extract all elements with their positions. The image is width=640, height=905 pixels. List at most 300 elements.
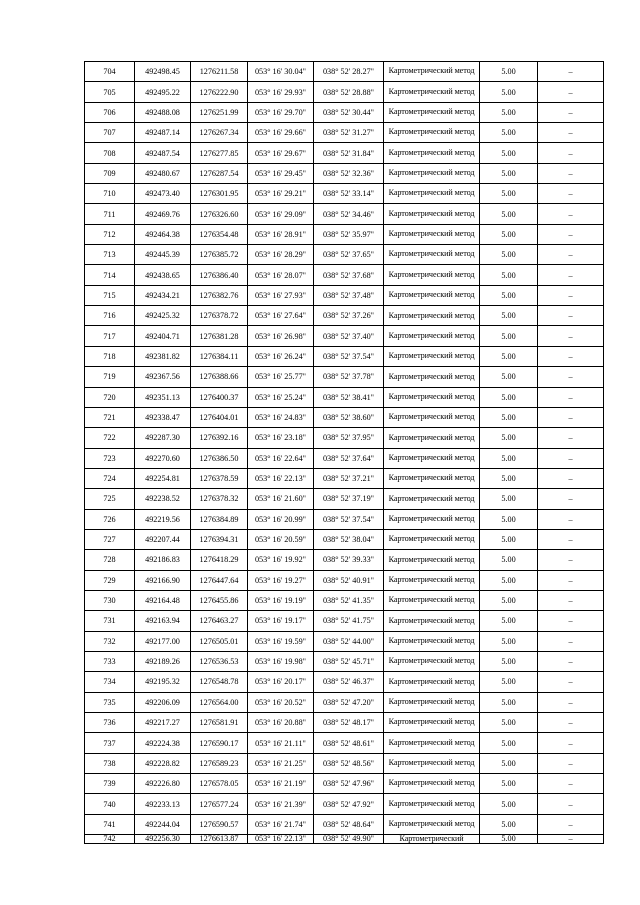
table-body	[85, 62, 604, 844]
notes-cell: –	[538, 672, 604, 692]
accuracy-cell: 5.00	[480, 387, 538, 407]
method-cell: Картометрический метод	[384, 123, 480, 143]
table-row	[85, 529, 604, 549]
point-number-cell: 707	[85, 123, 135, 143]
accuracy-cell: 5.00	[480, 529, 538, 549]
point-number-cell: 722	[85, 428, 135, 448]
accuracy-cell: 5.00	[480, 590, 538, 610]
point-number-cell: 710	[85, 184, 135, 204]
y-coordinate-cell: 1276613.87	[191, 835, 248, 844]
method-cell: Картометрический метод	[384, 204, 480, 224]
notes-cell: –	[538, 468, 604, 488]
method-cell: Картометрический метод	[384, 163, 480, 183]
x-coordinate-cell: 492495.22	[135, 82, 191, 102]
table-row	[85, 245, 604, 265]
latitude-cell: 053° 16' 21.25"	[248, 753, 314, 773]
longitude-cell: 038° 52' 37.19"	[314, 489, 384, 509]
accuracy-cell: 5.00	[480, 835, 538, 844]
method-cell: Картометрический метод	[384, 245, 480, 265]
notes-cell: –	[538, 306, 604, 326]
table-row	[85, 163, 604, 183]
notes-cell: –	[538, 102, 604, 122]
longitude-cell: 038° 52' 32.36"	[314, 163, 384, 183]
point-number-cell: 730	[85, 590, 135, 610]
y-coordinate-cell: 1276287.54	[191, 163, 248, 183]
latitude-cell: 053° 16' 22.13"	[248, 835, 314, 844]
longitude-cell: 038° 52' 28.27"	[314, 62, 384, 82]
method-cell: Картометрический метод	[384, 367, 480, 387]
method-cell: Картометрический метод	[384, 713, 480, 733]
notes-cell: –	[538, 448, 604, 468]
notes-cell: –	[538, 550, 604, 570]
table-row	[85, 713, 604, 733]
y-coordinate-cell: 1276384.89	[191, 509, 248, 529]
table-row	[85, 306, 604, 326]
longitude-cell: 038° 52' 37.54"	[314, 346, 384, 366]
point-number-cell: 740	[85, 794, 135, 814]
y-coordinate-cell: 1276578.05	[191, 774, 248, 794]
accuracy-cell: 5.00	[480, 285, 538, 305]
latitude-cell: 053° 16' 19.19"	[248, 590, 314, 610]
latitude-cell: 053° 16' 20.99"	[248, 509, 314, 529]
point-number-cell: 720	[85, 387, 135, 407]
x-coordinate-cell: 492434.21	[135, 285, 191, 305]
point-number-cell: 732	[85, 631, 135, 651]
longitude-cell: 038° 52' 48.17"	[314, 713, 384, 733]
notes-cell: –	[538, 346, 604, 366]
latitude-cell: 053° 16' 19.59"	[248, 631, 314, 651]
point-number-cell: 731	[85, 611, 135, 631]
accuracy-cell: 5.00	[480, 468, 538, 488]
x-coordinate-cell: 492464.38	[135, 224, 191, 244]
table-row	[85, 814, 604, 834]
y-coordinate-cell: 1276386.40	[191, 265, 248, 285]
point-number-cell: 737	[85, 733, 135, 753]
y-coordinate-cell: 1276388.66	[191, 367, 248, 387]
y-coordinate-cell: 1276301.95	[191, 184, 248, 204]
notes-cell: –	[538, 367, 604, 387]
longitude-cell: 038° 52' 37.65"	[314, 245, 384, 265]
x-coordinate-cell: 492351.13	[135, 387, 191, 407]
accuracy-cell: 5.00	[480, 631, 538, 651]
accuracy-cell: 5.00	[480, 82, 538, 102]
latitude-cell: 053° 16' 26.98"	[248, 326, 314, 346]
point-number-cell: 711	[85, 204, 135, 224]
table-row	[85, 611, 604, 631]
notes-cell: –	[538, 692, 604, 712]
notes-cell: –	[538, 570, 604, 590]
accuracy-cell: 5.00	[480, 102, 538, 122]
method-cell: Картометрический	[384, 835, 480, 844]
x-coordinate-cell: 492164.48	[135, 590, 191, 610]
method-cell: Картометрический метод	[384, 346, 480, 366]
longitude-cell: 038° 52' 37.68"	[314, 265, 384, 285]
x-coordinate-cell: 492438.65	[135, 265, 191, 285]
y-coordinate-cell: 1276590.17	[191, 733, 248, 753]
point-number-cell: 718	[85, 346, 135, 366]
table-row	[85, 184, 604, 204]
x-coordinate-cell: 492425.32	[135, 306, 191, 326]
longitude-cell: 038° 52' 35.97"	[314, 224, 384, 244]
x-coordinate-cell: 492226.80	[135, 774, 191, 794]
latitude-cell: 053° 16' 21.39"	[248, 794, 314, 814]
table-row	[85, 835, 604, 844]
latitude-cell: 053° 16' 27.64"	[248, 306, 314, 326]
table-row	[85, 204, 604, 224]
point-number-cell: 725	[85, 489, 135, 509]
y-coordinate-cell: 1276211.58	[191, 62, 248, 82]
x-coordinate-cell: 492381.82	[135, 346, 191, 366]
notes-cell: –	[538, 163, 604, 183]
point-number-cell: 705	[85, 82, 135, 102]
latitude-cell: 053° 16' 24.83"	[248, 407, 314, 427]
y-coordinate-cell: 1276385.72	[191, 245, 248, 265]
y-coordinate-cell: 1276548.78	[191, 672, 248, 692]
notes-cell: –	[538, 733, 604, 753]
method-cell: Картометрический метод	[384, 448, 480, 468]
method-cell: Картометрический метод	[384, 306, 480, 326]
point-number-cell: 738	[85, 753, 135, 773]
table-row	[85, 102, 604, 122]
y-coordinate-cell: 1276590.57	[191, 814, 248, 834]
notes-cell: –	[538, 489, 604, 509]
longitude-cell: 038° 52' 37.95"	[314, 428, 384, 448]
x-coordinate-cell: 492244.04	[135, 814, 191, 834]
latitude-cell: 053° 16' 30.04"	[248, 62, 314, 82]
notes-cell: –	[538, 387, 604, 407]
table-row	[85, 123, 604, 143]
table-row	[85, 651, 604, 671]
point-number-cell: 721	[85, 407, 135, 427]
notes-cell: –	[538, 245, 604, 265]
latitude-cell: 053° 16' 28.91"	[248, 224, 314, 244]
table-row	[85, 346, 604, 366]
longitude-cell: 038° 52' 37.78"	[314, 367, 384, 387]
notes-cell: –	[538, 285, 604, 305]
point-number-cell: 708	[85, 143, 135, 163]
method-cell: Картометрический метод	[384, 326, 480, 346]
table-row	[85, 692, 604, 712]
accuracy-cell: 5.00	[480, 672, 538, 692]
accuracy-cell: 5.00	[480, 407, 538, 427]
notes-cell: –	[538, 631, 604, 651]
notes-cell: –	[538, 123, 604, 143]
y-coordinate-cell: 1276564.00	[191, 692, 248, 712]
table-row	[85, 387, 604, 407]
table-row	[85, 753, 604, 773]
table-row	[85, 631, 604, 651]
x-coordinate-cell: 492487.54	[135, 143, 191, 163]
coordinates-table	[84, 61, 604, 844]
method-cell: Картометрический метод	[384, 407, 480, 427]
latitude-cell: 053° 16' 25.77"	[248, 367, 314, 387]
notes-cell: –	[538, 82, 604, 102]
notes-cell: –	[538, 509, 604, 529]
method-cell: Картометрический метод	[384, 733, 480, 753]
table-row	[85, 733, 604, 753]
longitude-cell: 038° 52' 40.91"	[314, 570, 384, 590]
y-coordinate-cell: 1276404.01	[191, 407, 248, 427]
method-cell: Картометрический метод	[384, 82, 480, 102]
table-row	[85, 62, 604, 82]
point-number-cell: 741	[85, 814, 135, 834]
y-coordinate-cell: 1276384.11	[191, 346, 248, 366]
method-cell: Картометрический метод	[384, 509, 480, 529]
longitude-cell: 038° 52' 49.90"	[314, 835, 384, 844]
latitude-cell: 053° 16' 28.29"	[248, 245, 314, 265]
method-cell: Картометрический метод	[384, 184, 480, 204]
accuracy-cell: 5.00	[480, 265, 538, 285]
table-row	[85, 143, 604, 163]
method-cell: Картометрический метод	[384, 590, 480, 610]
table-row	[85, 367, 604, 387]
x-coordinate-cell: 492367.56	[135, 367, 191, 387]
x-coordinate-cell: 492287.30	[135, 428, 191, 448]
method-cell: Картометрический метод	[384, 794, 480, 814]
point-number-cell: 709	[85, 163, 135, 183]
point-number-cell: 727	[85, 529, 135, 549]
accuracy-cell: 5.00	[480, 570, 538, 590]
x-coordinate-cell: 492445.39	[135, 245, 191, 265]
table-row	[85, 224, 604, 244]
longitude-cell: 038° 52' 47.96"	[314, 774, 384, 794]
notes-cell: –	[538, 529, 604, 549]
accuracy-cell: 5.00	[480, 774, 538, 794]
longitude-cell: 038° 52' 41.35"	[314, 590, 384, 610]
point-number-cell: 719	[85, 367, 135, 387]
latitude-cell: 053° 16' 21.11"	[248, 733, 314, 753]
latitude-cell: 053° 16' 20.59"	[248, 529, 314, 549]
y-coordinate-cell: 1276394.31	[191, 529, 248, 549]
latitude-cell: 053° 16' 23.18"	[248, 428, 314, 448]
notes-cell: –	[538, 184, 604, 204]
longitude-cell: 038° 52' 47.92"	[314, 794, 384, 814]
x-coordinate-cell: 492186.83	[135, 550, 191, 570]
table-row	[85, 265, 604, 285]
x-coordinate-cell: 492488.08	[135, 102, 191, 122]
longitude-cell: 038° 52' 38.41"	[314, 387, 384, 407]
method-cell: Картометрический метод	[384, 224, 480, 244]
longitude-cell: 038° 52' 38.60"	[314, 407, 384, 427]
table-row	[85, 489, 604, 509]
y-coordinate-cell: 1276378.32	[191, 489, 248, 509]
accuracy-cell: 5.00	[480, 448, 538, 468]
y-coordinate-cell: 1276251.99	[191, 102, 248, 122]
y-coordinate-cell: 1276382.76	[191, 285, 248, 305]
latitude-cell: 053° 16' 26.24"	[248, 346, 314, 366]
notes-cell: –	[538, 428, 604, 448]
accuracy-cell: 5.00	[480, 428, 538, 448]
method-cell: Картометрический метод	[384, 529, 480, 549]
longitude-cell: 038° 52' 37.26"	[314, 306, 384, 326]
latitude-cell: 053° 16' 21.60"	[248, 489, 314, 509]
longitude-cell: 038° 52' 34.46"	[314, 204, 384, 224]
table-row	[85, 468, 604, 488]
notes-cell: –	[538, 204, 604, 224]
latitude-cell: 053° 16' 19.17"	[248, 611, 314, 631]
latitude-cell: 053° 16' 20.17"	[248, 672, 314, 692]
notes-cell: –	[538, 265, 604, 285]
latitude-cell: 053° 16' 29.09"	[248, 204, 314, 224]
notes-cell: –	[538, 774, 604, 794]
longitude-cell: 038° 52' 45.71"	[314, 651, 384, 671]
x-coordinate-cell: 492270.60	[135, 448, 191, 468]
method-cell: Картометрический метод	[384, 387, 480, 407]
notes-cell: –	[538, 835, 604, 844]
latitude-cell: 053° 16' 25.24"	[248, 387, 314, 407]
longitude-cell: 038° 52' 31.84"	[314, 143, 384, 163]
notes-cell: –	[538, 814, 604, 834]
latitude-cell: 053° 16' 29.21"	[248, 184, 314, 204]
point-number-cell: 713	[85, 245, 135, 265]
point-number-cell: 706	[85, 102, 135, 122]
x-coordinate-cell: 492473.40	[135, 184, 191, 204]
x-coordinate-cell: 492217.27	[135, 713, 191, 733]
method-cell: Картометрический метод	[384, 468, 480, 488]
accuracy-cell: 5.00	[480, 753, 538, 773]
longitude-cell: 038° 52' 31.27"	[314, 123, 384, 143]
longitude-cell: 038° 52' 37.54"	[314, 509, 384, 529]
notes-cell: –	[538, 753, 604, 773]
table-row	[85, 326, 604, 346]
method-cell: Картометрический метод	[384, 814, 480, 834]
latitude-cell: 053° 16' 29.70"	[248, 102, 314, 122]
longitude-cell: 038° 52' 38.04"	[314, 529, 384, 549]
accuracy-cell: 5.00	[480, 224, 538, 244]
accuracy-cell: 5.00	[480, 509, 538, 529]
y-coordinate-cell: 1276378.59	[191, 468, 248, 488]
x-coordinate-cell: 492207.44	[135, 529, 191, 549]
y-coordinate-cell: 1276378.72	[191, 306, 248, 326]
longitude-cell: 038° 52' 33.14"	[314, 184, 384, 204]
x-coordinate-cell: 492163.94	[135, 611, 191, 631]
accuracy-cell: 5.00	[480, 306, 538, 326]
method-cell: Картометрический метод	[384, 143, 480, 163]
latitude-cell: 053° 16' 19.27"	[248, 570, 314, 590]
y-coordinate-cell: 1276447.64	[191, 570, 248, 590]
latitude-cell: 053° 16' 21.74"	[248, 814, 314, 834]
accuracy-cell: 5.00	[480, 62, 538, 82]
x-coordinate-cell: 492480.67	[135, 163, 191, 183]
latitude-cell: 053° 16' 22.13"	[248, 468, 314, 488]
accuracy-cell: 5.00	[480, 204, 538, 224]
table-row	[85, 407, 604, 427]
y-coordinate-cell: 1276222.90	[191, 82, 248, 102]
accuracy-cell: 5.00	[480, 814, 538, 834]
y-coordinate-cell: 1276577.24	[191, 794, 248, 814]
accuracy-cell: 5.00	[480, 367, 538, 387]
point-number-cell: 726	[85, 509, 135, 529]
longitude-cell: 038° 52' 48.61"	[314, 733, 384, 753]
accuracy-cell: 5.00	[480, 143, 538, 163]
longitude-cell: 038° 52' 30.44"	[314, 102, 384, 122]
x-coordinate-cell: 492195.32	[135, 672, 191, 692]
notes-cell: –	[538, 407, 604, 427]
x-coordinate-cell: 492219.56	[135, 509, 191, 529]
y-coordinate-cell: 1276326.60	[191, 204, 248, 224]
notes-cell: –	[538, 611, 604, 631]
x-coordinate-cell: 492228.82	[135, 753, 191, 773]
accuracy-cell: 5.00	[480, 713, 538, 733]
table-row	[85, 285, 604, 305]
x-coordinate-cell: 492166.90	[135, 570, 191, 590]
y-coordinate-cell: 1276354.48	[191, 224, 248, 244]
point-number-cell: 735	[85, 692, 135, 712]
point-number-cell: 739	[85, 774, 135, 794]
method-cell: Картометрический метод	[384, 489, 480, 509]
table-row	[85, 82, 604, 102]
latitude-cell: 053° 16' 19.92"	[248, 550, 314, 570]
longitude-cell: 038° 52' 37.48"	[314, 285, 384, 305]
point-number-cell: 712	[85, 224, 135, 244]
longitude-cell: 038° 52' 37.40"	[314, 326, 384, 346]
x-coordinate-cell: 492206.09	[135, 692, 191, 712]
y-coordinate-cell: 1276392.16	[191, 428, 248, 448]
point-number-cell: 728	[85, 550, 135, 570]
x-coordinate-cell: 492238.52	[135, 489, 191, 509]
longitude-cell: 038° 52' 41.75"	[314, 611, 384, 631]
x-coordinate-cell: 492177.00	[135, 631, 191, 651]
x-coordinate-cell: 492233.13	[135, 794, 191, 814]
longitude-cell: 038° 52' 48.64"	[314, 814, 384, 834]
method-cell: Картометрический метод	[384, 672, 480, 692]
table-row	[85, 590, 604, 610]
point-number-cell: 724	[85, 468, 135, 488]
x-coordinate-cell: 492487.14	[135, 123, 191, 143]
y-coordinate-cell: 1276267.34	[191, 123, 248, 143]
longitude-cell: 038° 52' 37.64"	[314, 448, 384, 468]
accuracy-cell: 5.00	[480, 184, 538, 204]
method-cell: Картометрический метод	[384, 611, 480, 631]
accuracy-cell: 5.00	[480, 692, 538, 712]
y-coordinate-cell: 1276277.85	[191, 143, 248, 163]
longitude-cell: 038° 52' 28.88"	[314, 82, 384, 102]
point-number-cell: 715	[85, 285, 135, 305]
table-row	[85, 774, 604, 794]
method-cell: Картометрический метод	[384, 753, 480, 773]
latitude-cell: 053° 16' 20.52"	[248, 692, 314, 712]
notes-cell: –	[538, 590, 604, 610]
point-number-cell: 723	[85, 448, 135, 468]
method-cell: Картометрический метод	[384, 265, 480, 285]
point-number-cell: 717	[85, 326, 135, 346]
table-row	[85, 428, 604, 448]
longitude-cell: 038° 52' 39.33"	[314, 550, 384, 570]
latitude-cell: 053° 16' 19.98"	[248, 651, 314, 671]
longitude-cell: 038° 52' 48.56"	[314, 753, 384, 773]
method-cell: Картометрический метод	[384, 62, 480, 82]
y-coordinate-cell: 1276581.91	[191, 713, 248, 733]
y-coordinate-cell: 1276463.27	[191, 611, 248, 631]
latitude-cell: 053° 16' 22.64"	[248, 448, 314, 468]
accuracy-cell: 5.00	[480, 245, 538, 265]
y-coordinate-cell: 1276381.28	[191, 326, 248, 346]
method-cell: Картометрический метод	[384, 651, 480, 671]
x-coordinate-cell: 492256.30	[135, 835, 191, 844]
point-number-cell: 714	[85, 265, 135, 285]
accuracy-cell: 5.00	[480, 651, 538, 671]
latitude-cell: 053° 16' 20.88"	[248, 713, 314, 733]
accuracy-cell: 5.00	[480, 123, 538, 143]
method-cell: Картометрический метод	[384, 550, 480, 570]
latitude-cell: 053° 16' 29.67"	[248, 143, 314, 163]
method-cell: Картометрический метод	[384, 285, 480, 305]
table-row	[85, 448, 604, 468]
y-coordinate-cell: 1276418.29	[191, 550, 248, 570]
y-coordinate-cell: 1276386.50	[191, 448, 248, 468]
latitude-cell: 053° 16' 28.07"	[248, 265, 314, 285]
notes-cell: –	[538, 143, 604, 163]
